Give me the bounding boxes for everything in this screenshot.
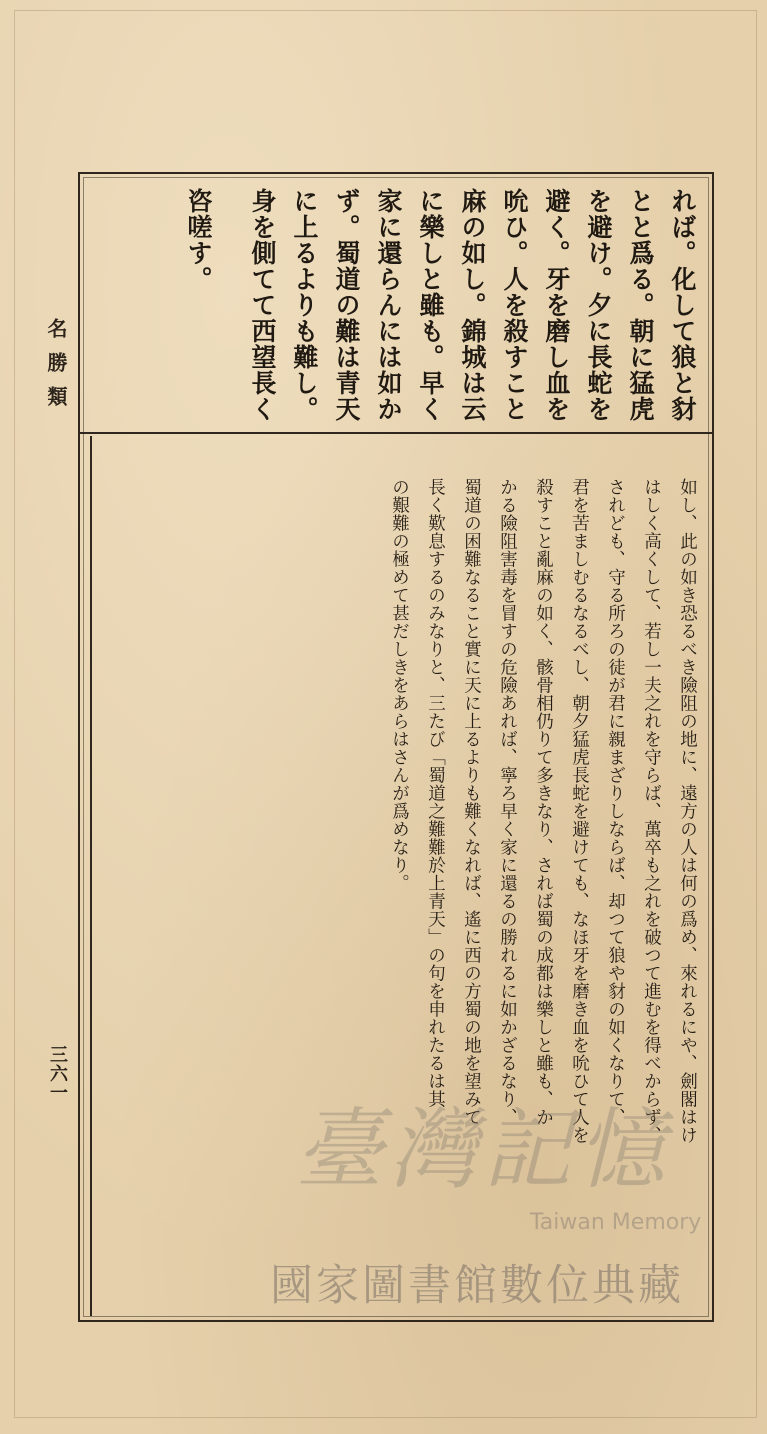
commentary-line: の艱難の極めて甚だしきをあらはさんが爲めなり。 xyxy=(389,478,410,892)
margin-rule xyxy=(90,436,92,1316)
commentary-line: 長く歎息するのみなりと、三たび「蜀道之難難於上青天」の句を申れたるは其 xyxy=(425,478,446,1108)
poem-line: とと爲る。朝に猛虎 xyxy=(626,188,655,422)
poem-line: 避く。牙を磨し血を xyxy=(542,188,571,422)
poem-line: を避け。夕に長蛇を xyxy=(584,188,613,422)
poem-line: 麻の如し。錦城は云 xyxy=(458,188,487,422)
poem-line: 身を側てて西望長く xyxy=(248,188,277,422)
poem-line: 吮ひ。人を殺すこと xyxy=(500,188,529,422)
commentary-line: 殺すこと亂麻の如く、骸骨相仍りて多きなり、されば蜀の成都は樂しと雖も、か xyxy=(533,478,554,1126)
commentary-line: はしく高くして、若し一夫之れを守らば、萬卒も之れを破つて進むを得べからず、 xyxy=(641,478,662,1144)
poem-line: に樂しと雖も。早く xyxy=(416,188,445,422)
watermark-org: 國家圖書館數位典藏 xyxy=(270,1261,684,1311)
commentary-line: 蜀道の困難なること實に天に上るよりも難くなれば、遙に西の方蜀の地を望みて xyxy=(461,478,482,1126)
poem-line: ず。蜀道の難は青天 xyxy=(332,188,361,422)
commentary-line: かる險阻害毒を冒すの危險あれば、寧ろ早く家に還るの勝れるに如かざるなり、 xyxy=(497,478,518,1126)
section-divider xyxy=(78,432,714,434)
category-label: 名勝類 xyxy=(44,318,68,420)
watermark-latin: Taiwan Memory xyxy=(530,1210,702,1235)
commentary-line: されども、守る所ろの徒が君に親まざりしならば、却つて狼や豺の如くなりて、 xyxy=(605,478,626,1126)
commentary-line: 君を苦ましむるなるべし、朝夕猛虎長蛇を避けても、なほ牙を磨き血を吮ひて人を xyxy=(569,478,590,1144)
poem-line: に上るよりも難し。 xyxy=(290,188,319,422)
commentary-line: 如し、此の如き恐るべき險阻の地に、遠方の人は何の爲め、來れるにや、劍閣はけ xyxy=(677,478,698,1144)
poem-line: れば。化して狼と豺 xyxy=(668,188,697,422)
poem-line: 咨嗟す。 xyxy=(184,188,213,292)
page-number: 三六一 xyxy=(47,1045,68,1102)
watermark-logo: 臺灣記憶 xyxy=(295,1098,672,1201)
poem-line: 家に還らんには如か xyxy=(374,188,403,422)
